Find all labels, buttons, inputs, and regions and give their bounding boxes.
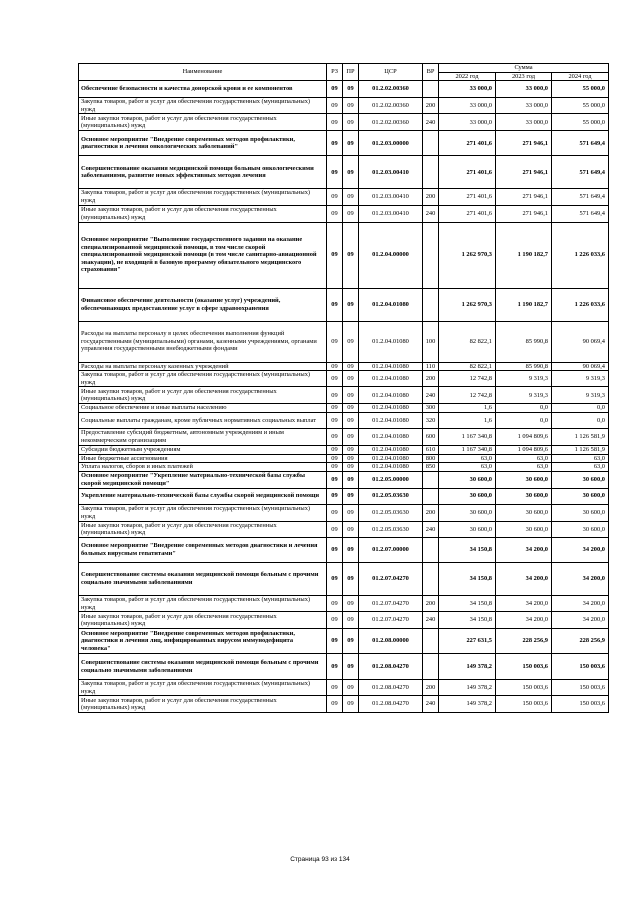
cell-pr: 09 — [343, 629, 359, 654]
cell-pr: 09 — [343, 205, 359, 222]
cell-csr: 01.2.04.01080 — [359, 404, 423, 413]
cell-2023: 0,0 — [496, 412, 552, 428]
cell-2023: 150 003,6 — [496, 680, 552, 696]
cell-name: Основное мероприятие "Укрепление материально-технической базы службы скорой медицинской помощи" — [79, 471, 327, 488]
cell-rz: 09 — [327, 321, 343, 362]
cell-pr: 09 — [343, 114, 359, 131]
table-row — [79, 654, 609, 680]
cell-2022: 1,6 — [439, 412, 496, 428]
cell-vr — [423, 488, 439, 504]
cell-2022: 12 742,8 — [439, 371, 496, 387]
cell-vr — [423, 654, 439, 680]
cell-vr — [423, 629, 439, 654]
table-row — [79, 428, 609, 445]
budget-page — [78, 63, 608, 713]
cell-pr: 09 — [343, 445, 359, 454]
cell-vr: 200 — [423, 595, 439, 611]
cell-2024: 34 200,0 — [552, 612, 609, 629]
cell-csr: 01.2.08.04270 — [359, 680, 423, 696]
cell-2022: 271 401,6 — [439, 205, 496, 222]
cell-2024: 1 126 581,9 — [552, 445, 609, 454]
cell-vr — [423, 288, 439, 321]
cell-pr: 09 — [343, 595, 359, 611]
header-csr: ЦСР — [359, 64, 423, 81]
cell-rz: 09 — [327, 504, 343, 521]
table-row — [79, 288, 609, 321]
cell-pr: 09 — [343, 387, 359, 404]
cell-vr — [423, 537, 439, 562]
cell-2024: 90 069,4 — [552, 321, 609, 362]
cell-2023: 228 256,9 — [496, 629, 552, 654]
cell-name: Закупка товаров, работ и услуг для обеспечения государственных (муниципальных) нужд — [79, 595, 327, 611]
cell-pr: 09 — [343, 321, 359, 362]
cell-2024: 571 649,4 — [552, 131, 609, 156]
cell-2023: 9 319,3 — [496, 371, 552, 387]
cell-csr: 01.2.04.01080 — [359, 321, 423, 362]
cell-rz: 09 — [327, 114, 343, 131]
table-row — [79, 504, 609, 521]
table-row — [79, 81, 609, 98]
cell-rz: 09 — [327, 81, 343, 98]
cell-csr: 01.2.04.01080 — [359, 387, 423, 404]
cell-rz: 09 — [327, 463, 343, 472]
cell-vr: 320 — [423, 412, 439, 428]
cell-vr: 800 — [423, 454, 439, 463]
table-row — [79, 371, 609, 387]
cell-2022: 30 600,0 — [439, 504, 496, 521]
cell-vr: 240 — [423, 387, 439, 404]
cell-2022: 271 401,6 — [439, 189, 496, 205]
cell-2022: 63,0 — [439, 463, 496, 472]
cell-csr: 01.2.07.04270 — [359, 595, 423, 611]
cell-pr: 09 — [343, 288, 359, 321]
cell-2023: 0,0 — [496, 404, 552, 413]
cell-2024: 150 003,6 — [552, 680, 609, 696]
cell-2022: 271 401,6 — [439, 156, 496, 189]
cell-csr: 01.2.07.04270 — [359, 612, 423, 629]
cell-2024: 55 000,0 — [552, 98, 609, 114]
cell-2022: 12 742,8 — [439, 387, 496, 404]
cell-name: Иные бюджетные ассигнования — [79, 454, 327, 463]
cell-2024: 0,0 — [552, 412, 609, 428]
cell-name: Субсидии бюджетным учреждениям — [79, 445, 327, 454]
cell-name: Уплата налогов, сборов и иных платежей — [79, 463, 327, 472]
cell-rz: 09 — [327, 131, 343, 156]
cell-rz: 09 — [327, 387, 343, 404]
cell-pr: 09 — [343, 371, 359, 387]
cell-2022: 1 167 340,8 — [439, 428, 496, 445]
cell-name: Социальные выплаты гражданам, кроме публичных нормативных социальных выплат — [79, 412, 327, 428]
table-row — [79, 387, 609, 404]
cell-2024: 1 226 033,6 — [552, 222, 609, 288]
cell-name: Иные закупки товаров, работ и услуг для обеспечения государственных (муниципальных) нужд — [79, 205, 327, 222]
cell-rz: 09 — [327, 454, 343, 463]
cell-vr: 240 — [423, 205, 439, 222]
cell-2024: 90 069,4 — [552, 362, 609, 371]
cell-2022: 34 150,8 — [439, 595, 496, 611]
cell-name: Иные закупки товаров, работ и услуг для обеспечения государственных (муниципальных) нужд — [79, 696, 327, 713]
cell-pr: 09 — [343, 131, 359, 156]
cell-2024: 30 600,0 — [552, 521, 609, 537]
table-row — [79, 454, 609, 463]
cell-2023: 33 000,0 — [496, 81, 552, 98]
cell-rz: 09 — [327, 189, 343, 205]
cell-csr: 01.2.04.01080 — [359, 362, 423, 371]
cell-pr: 09 — [343, 98, 359, 114]
cell-vr: 300 — [423, 404, 439, 413]
cell-2022: 82 822,1 — [439, 362, 496, 371]
table-row — [79, 404, 609, 413]
cell-csr: 01.2.04.01080 — [359, 412, 423, 428]
cell-pr: 09 — [343, 488, 359, 504]
cell-2024: 34 200,0 — [552, 537, 609, 562]
cell-name: Совершенствование системы оказания медицинской помощи больным с прочими социально значимыми заболеваниями — [79, 562, 327, 595]
header-2024: 2024 год — [552, 72, 609, 81]
cell-name: Укрепление материально-технической базы службы скорой медицинской помощи — [79, 488, 327, 504]
table-row — [79, 114, 609, 131]
table-row — [79, 562, 609, 595]
table-row — [79, 189, 609, 205]
cell-2023: 63,0 — [496, 454, 552, 463]
cell-2024: 30 600,0 — [552, 488, 609, 504]
cell-name: Иные закупки товаров, работ и услуг для обеспечения государственных (муниципальных) нужд — [79, 114, 327, 131]
cell-csr: 01.2.04.01080 — [359, 463, 423, 472]
cell-csr: 01.2.04.01080 — [359, 288, 423, 321]
cell-pr: 09 — [343, 189, 359, 205]
table-row — [79, 488, 609, 504]
cell-2022: 149 378,2 — [439, 696, 496, 713]
cell-name: Совершенствование оказания медицинской помощи больным онкологическими заболеваниями, развитие новых эффективных методов лечения — [79, 156, 327, 189]
cell-2022: 227 631,5 — [439, 629, 496, 654]
cell-2024: 150 003,6 — [552, 696, 609, 713]
table-body — [79, 81, 609, 713]
cell-2023: 1 094 809,6 — [496, 428, 552, 445]
cell-2023: 34 200,0 — [496, 612, 552, 629]
header-pr: ПР — [343, 64, 359, 81]
cell-2024: 30 600,0 — [552, 504, 609, 521]
cell-vr: 110 — [423, 362, 439, 371]
table-row — [79, 156, 609, 189]
table-row — [79, 629, 609, 654]
table-row — [79, 222, 609, 288]
table-row — [79, 362, 609, 371]
cell-2023: 150 003,6 — [496, 654, 552, 680]
cell-csr: 01.2.05.00000 — [359, 471, 423, 488]
cell-csr: 01.2.05.03630 — [359, 521, 423, 537]
cell-vr: 200 — [423, 371, 439, 387]
cell-2023: 30 600,0 — [496, 504, 552, 521]
table-row — [79, 595, 609, 611]
cell-pr: 09 — [343, 680, 359, 696]
cell-pr: 09 — [343, 654, 359, 680]
cell-csr: 01.2.08.00000 — [359, 629, 423, 654]
cell-2024: 34 200,0 — [552, 595, 609, 611]
table-row — [79, 131, 609, 156]
cell-name: Закупка товаров, работ и услуг для обеспечения государственных (муниципальных) нужд — [79, 189, 327, 205]
table-row — [79, 98, 609, 114]
cell-2022: 149 378,2 — [439, 680, 496, 696]
table-row — [79, 521, 609, 537]
cell-rz: 09 — [327, 156, 343, 189]
cell-name: Основное мероприятие "Внедрение современных методов профилактики, диагностики и лечения онкологических заболеваний" — [79, 131, 327, 156]
cell-pr: 09 — [343, 222, 359, 288]
cell-vr: 240 — [423, 612, 439, 629]
cell-vr: 200 — [423, 504, 439, 521]
cell-rz: 09 — [327, 404, 343, 413]
cell-2023: 34 200,0 — [496, 595, 552, 611]
table-row — [79, 680, 609, 696]
cell-pr: 09 — [343, 362, 359, 371]
cell-2023: 9 319,3 — [496, 387, 552, 404]
cell-2022: 33 000,0 — [439, 98, 496, 114]
table-row — [79, 612, 609, 629]
cell-pr: 09 — [343, 521, 359, 537]
cell-csr: 01.2.03.00410 — [359, 205, 423, 222]
cell-name: Совершенствование системы оказания медицинской помощи больным с прочими социально значимыми заболеваниями — [79, 654, 327, 680]
cell-2022: 33 000,0 — [439, 81, 496, 98]
header-2023: 2023 год — [496, 72, 552, 81]
cell-rz: 09 — [327, 98, 343, 114]
cell-2023: 271 946,1 — [496, 205, 552, 222]
header-sum: Сумма — [439, 64, 609, 73]
cell-name: Закупка товаров, работ и услуг для обеспечения государственных (муниципальных) нужд — [79, 680, 327, 696]
cell-vr: 610 — [423, 445, 439, 454]
budget-table — [78, 63, 609, 713]
cell-name: Социальное обеспечение и иные выплаты населению — [79, 404, 327, 413]
cell-vr: 850 — [423, 463, 439, 472]
cell-vr: 200 — [423, 189, 439, 205]
cell-csr: 01.2.08.04270 — [359, 654, 423, 680]
cell-2024: 0,0 — [552, 404, 609, 413]
cell-csr: 01.2.02.00360 — [359, 114, 423, 131]
cell-vr: 200 — [423, 680, 439, 696]
cell-name: Основное мероприятие "Выполнение государственного задания на оказание специализированной медицинской помощи, в том числе скорой специализированной медицинской помощи (в том числе санитарно-авиационной эвакуации), не входящей в базовую программу обязательного медицинского страхования" — [79, 222, 327, 288]
cell-rz: 09 — [327, 521, 343, 537]
cell-2022: 33 000,0 — [439, 114, 496, 131]
cell-2024: 571 649,4 — [552, 156, 609, 189]
cell-2023: 1 190 182,7 — [496, 222, 552, 288]
cell-2022: 30 600,0 — [439, 521, 496, 537]
cell-2022: 63,0 — [439, 454, 496, 463]
cell-2024: 150 003,6 — [552, 654, 609, 680]
cell-vr — [423, 222, 439, 288]
cell-vr: 600 — [423, 428, 439, 445]
cell-vr — [423, 471, 439, 488]
cell-2022: 34 150,8 — [439, 612, 496, 629]
cell-csr: 01.2.05.03630 — [359, 504, 423, 521]
cell-vr: 200 — [423, 98, 439, 114]
cell-vr — [423, 562, 439, 595]
header-name: Наименование — [79, 64, 327, 81]
cell-csr: 01.2.03.00410 — [359, 189, 423, 205]
table-row — [79, 445, 609, 454]
cell-csr: 01.2.03.00000 — [359, 131, 423, 156]
cell-2024: 571 649,4 — [552, 189, 609, 205]
cell-pr: 09 — [343, 562, 359, 595]
cell-rz: 09 — [327, 428, 343, 445]
cell-2022: 1 262 970,3 — [439, 222, 496, 288]
cell-2023: 85 990,8 — [496, 362, 552, 371]
cell-name: Иные закупки товаров, работ и услуг для обеспечения государственных (муниципальных) нужд — [79, 612, 327, 629]
cell-pr: 09 — [343, 454, 359, 463]
cell-rz: 09 — [327, 412, 343, 428]
cell-2024: 55 000,0 — [552, 81, 609, 98]
cell-pr: 09 — [343, 428, 359, 445]
cell-pr: 09 — [343, 463, 359, 472]
cell-2024: 1 126 581,9 — [552, 428, 609, 445]
cell-rz: 09 — [327, 562, 343, 595]
cell-name: Иные закупки товаров, работ и услуг для обеспечения государственных (муниципальных) нужд — [79, 387, 327, 404]
cell-2023: 33 000,0 — [496, 98, 552, 114]
cell-pr: 09 — [343, 504, 359, 521]
cell-rz: 09 — [327, 371, 343, 387]
cell-2024: 571 649,4 — [552, 205, 609, 222]
cell-name: Обеспечение безопасности и качества донорской крови и ее компонентов — [79, 81, 327, 98]
cell-2024: 9 319,3 — [552, 371, 609, 387]
cell-2022: 1,6 — [439, 404, 496, 413]
cell-2023: 271 946,1 — [496, 189, 552, 205]
header-vr: ВР — [423, 64, 439, 81]
cell-2023: 30 600,0 — [496, 521, 552, 537]
cell-csr: 01.2.04.01080 — [359, 428, 423, 445]
cell-csr: 01.2.03.00410 — [359, 156, 423, 189]
cell-name: Закупка товаров, работ и услуг для обеспечения государственных (муниципальных) нужд — [79, 98, 327, 114]
cell-rz: 09 — [327, 445, 343, 454]
cell-rz: 09 — [327, 471, 343, 488]
cell-pr: 09 — [343, 471, 359, 488]
cell-pr: 09 — [343, 696, 359, 713]
cell-2023: 85 990,8 — [496, 321, 552, 362]
cell-rz: 09 — [327, 654, 343, 680]
cell-2022: 30 600,0 — [439, 471, 496, 488]
table-row — [79, 696, 609, 713]
cell-2024: 63,0 — [552, 463, 609, 472]
cell-rz: 09 — [327, 288, 343, 321]
cell-csr: 01.2.05.03630 — [359, 488, 423, 504]
cell-name: Закупка товаров, работ и услуг для обеспечения государственных (муниципальных) нужд — [79, 371, 327, 387]
cell-csr: 01.2.07.00000 — [359, 537, 423, 562]
cell-2023: 271 946,1 — [496, 156, 552, 189]
cell-csr: 01.2.04.00000 — [359, 222, 423, 288]
cell-2023: 1 094 809,6 — [496, 445, 552, 454]
cell-rz: 09 — [327, 362, 343, 371]
cell-pr: 09 — [343, 412, 359, 428]
cell-2022: 82 822,1 — [439, 321, 496, 362]
cell-2022: 34 150,8 — [439, 537, 496, 562]
cell-vr: 100 — [423, 321, 439, 362]
cell-name: Основное мероприятие "Внедрение современных методов профилактики, диагностики и лечения лиц, инфицированных вирусом иммунодефицита человека" — [79, 629, 327, 654]
cell-csr: 01.2.02.00360 — [359, 81, 423, 98]
cell-2024: 9 319,3 — [552, 387, 609, 404]
cell-2024: 34 200,0 — [552, 562, 609, 595]
cell-name: Расходы на выплаты персоналу казенных учреждений — [79, 362, 327, 371]
cell-name: Финансовое обеспечение деятельности (оказание услуг) учреждений, обеспечивающих предоставление услуг в сфере здравоохранения — [79, 288, 327, 321]
cell-2024: 228 256,9 — [552, 629, 609, 654]
cell-2022: 1 262 970,3 — [439, 288, 496, 321]
cell-rz: 09 — [327, 612, 343, 629]
cell-vr — [423, 81, 439, 98]
cell-2022: 1 167 340,8 — [439, 445, 496, 454]
cell-name: Расходы на выплаты персоналу в целях обеспечения выполнения функций государственными (муниципальными) органами, казенными учреждениями, органами управления государственными внебюджетными фондами — [79, 321, 327, 362]
cell-2023: 150 003,6 — [496, 696, 552, 713]
cell-csr: 01.2.07.04270 — [359, 562, 423, 595]
cell-pr: 09 — [343, 537, 359, 562]
table-row — [79, 321, 609, 362]
header-2022: 2022 год — [439, 72, 496, 81]
cell-name: Предоставление субсидий бюджетным, автономным учреждениям и иным некоммерческим организациям — [79, 428, 327, 445]
cell-pr: 09 — [343, 404, 359, 413]
cell-2023: 30 600,0 — [496, 488, 552, 504]
header-rz: РЗ — [327, 64, 343, 81]
cell-2023: 34 200,0 — [496, 537, 552, 562]
cell-2022: 30 600,0 — [439, 488, 496, 504]
cell-rz: 09 — [327, 595, 343, 611]
cell-name: Иные закупки товаров, работ и услуг для обеспечения государственных (муниципальных) нужд — [79, 521, 327, 537]
cell-vr: 240 — [423, 696, 439, 713]
cell-vr — [423, 156, 439, 189]
cell-2023: 34 200,0 — [496, 562, 552, 595]
cell-csr: 01.2.04.01080 — [359, 371, 423, 387]
cell-pr: 09 — [343, 156, 359, 189]
cell-2024: 30 600,0 — [552, 471, 609, 488]
cell-2023: 271 946,1 — [496, 131, 552, 156]
table-row — [79, 463, 609, 472]
cell-2023: 33 000,0 — [496, 114, 552, 131]
table-row — [79, 205, 609, 222]
cell-vr: 240 — [423, 521, 439, 537]
cell-2022: 149 378,2 — [439, 654, 496, 680]
cell-pr: 09 — [343, 81, 359, 98]
cell-2023: 1 190 182,7 — [496, 288, 552, 321]
cell-name: Основное мероприятие "Внедрение современных методов диагностики и лечения больных вирусным гепатитами" — [79, 537, 327, 562]
cell-vr — [423, 131, 439, 156]
cell-2024: 63,0 — [552, 454, 609, 463]
cell-name: Закупка товаров, работ и услуг для обеспечения государственных (муниципальных) нужд — [79, 504, 327, 521]
cell-2024: 55 000,0 — [552, 114, 609, 131]
cell-rz: 09 — [327, 629, 343, 654]
cell-rz: 09 — [327, 205, 343, 222]
cell-rz: 09 — [327, 680, 343, 696]
cell-2023: 63,0 — [496, 463, 552, 472]
cell-rz: 09 — [327, 696, 343, 713]
cell-rz: 09 — [327, 537, 343, 562]
cell-2023: 30 600,0 — [496, 471, 552, 488]
cell-pr: 09 — [343, 612, 359, 629]
table-row — [79, 412, 609, 428]
cell-vr: 240 — [423, 114, 439, 131]
page-number: Страница 93 из 134 — [290, 856, 350, 863]
cell-csr: 01.2.08.04270 — [359, 696, 423, 713]
cell-2022: 34 150,8 — [439, 562, 496, 595]
cell-rz: 09 — [327, 488, 343, 504]
cell-csr: 01.2.02.00360 — [359, 98, 423, 114]
cell-2024: 1 226 033,6 — [552, 288, 609, 321]
cell-2022: 271 401,6 — [439, 131, 496, 156]
cell-csr: 01.2.04.01080 — [359, 454, 423, 463]
cell-rz: 09 — [327, 222, 343, 288]
cell-csr: 01.2.04.01080 — [359, 445, 423, 454]
table-row — [79, 471, 609, 488]
table-row — [79, 537, 609, 562]
